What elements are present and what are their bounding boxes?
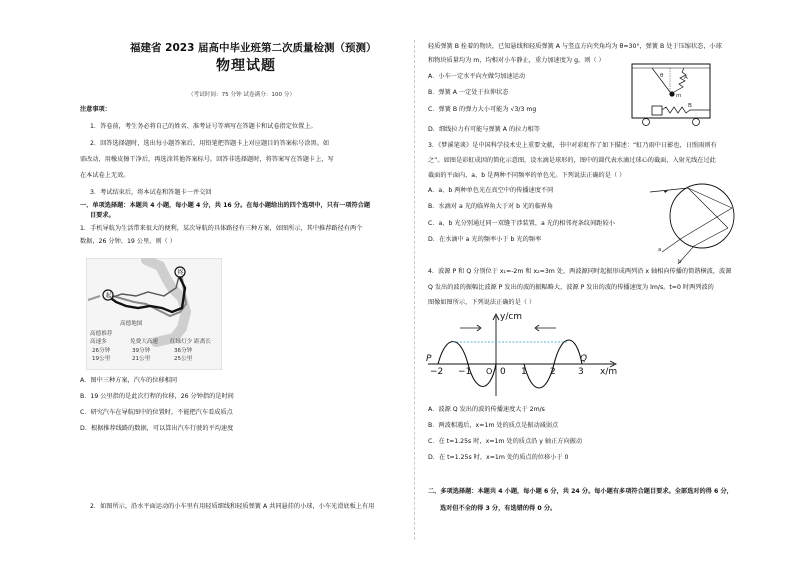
q3-option-b: B．水滴对 a 光的临界角大于对 b 光的临界角: [428, 203, 554, 210]
q3-option-a: A．a、b 两种单色光在真空中的传播速度不同: [428, 187, 554, 194]
q3-option-c: C．a、b 光分别通过同一双缝干涉装置，a 光的相邻亮条纹间距较小: [428, 220, 615, 227]
tick-3: 3: [578, 367, 584, 377]
route-1-dist: 19公里: [92, 356, 111, 362]
route-2-sub: 免费大高速: [130, 339, 158, 345]
svg-text:起: 起: [105, 292, 112, 300]
ball-icon: [669, 91, 674, 96]
q1-option-b: B．19 公里指的是此次行程的位移，26 分钟指的是时间: [80, 393, 234, 400]
note-2-line-1: 2．回答选择题时，选出每小题答案后，用铅笔把答题卡上对应题目的答案标号涂黑。如: [90, 140, 330, 147]
exam-title: 福建省 2023 届高中毕业班第二次质量检测（预测）: [130, 42, 377, 54]
q4-stem-line-2: Q 发出的波的振幅比波源 P 发出的波的振幅略大，波源 P 发出的波的传播速度为 lm/s。t=0 时两列波的: [428, 284, 714, 291]
tick-neg2: −2: [430, 367, 444, 377]
ray-a-label: a: [658, 247, 662, 253]
origin-label: O: [486, 367, 493, 376]
x-axis-label: x/m: [600, 367, 618, 377]
wave-figure: [424, 310, 624, 398]
column-divider: [414, 40, 415, 540]
tick-neg1: −1: [458, 367, 472, 377]
notes-header: 注意事项：: [80, 106, 111, 113]
y-axis-label: y/cm: [500, 312, 523, 322]
source-p-label: P: [426, 354, 432, 364]
raindrop-figure: [648, 176, 748, 266]
q1-option-c: C．研究汽车在导航图中的位置时，不能把汽车看成质点: [80, 409, 233, 416]
section-2-header: 二、多项选择题：本题共 4 小题，每小题 6 分，共 24 分。每小题有多项符合题目要求。全部选对的得 6 分，: [428, 488, 733, 495]
map-caption: 高德地图: [120, 321, 143, 327]
svg-text:终: 终: [177, 269, 184, 277]
ray-b-label: b: [678, 259, 682, 265]
q3-stem-line-1: 3．《梦溪笔谈》是中国科学技术史上重要文献，书中对彩虹作了如下描述：“虹乃雨中日影也，日照雨则有: [428, 142, 717, 149]
section-1-header: 一、单项选择题：本题共 4 小题，每小题 4 分，共 16 分。在每小题给出的四个选项中，只有一项符合题: [80, 202, 371, 209]
q3-stem-line-2: 之”。如图是彩虹成因的简化示意图，设水滴是球形的，图中的圆代表水滴过球心的截面，入射光线在过此: [428, 157, 716, 164]
note-2-line-3: 在本试卷上无效。: [80, 172, 130, 179]
route-3-time: 36分钟: [174, 348, 193, 354]
exam-info: （考试时间：75 分钟 试卷满分：100 分）: [188, 92, 296, 98]
q2-stem-line-3: 和物块质量均为 m，均相对小车静止，重力加速度为 g，则（ ）: [428, 57, 605, 64]
source-q-label: Q: [580, 354, 588, 364]
q3-option-d: D．在水滴中 a 光的频率小于 b 光的频率: [428, 236, 542, 243]
cart-figure: [630, 62, 714, 128]
raindrop-drawing: [648, 176, 748, 266]
q2-option-a: A．小车一定水平向左做匀加速运动: [428, 73, 526, 80]
subject-title: 物理试题: [216, 58, 276, 74]
q4-stem-line-1: 4．波源 P 和 Q 分别位于 x₁=-2m 和 x₂=3m 处，两波源同时起振形成两列沿 x 轴相向传播的简谐横波，波源: [428, 268, 732, 275]
note-3: 3．考试结束后，将本试卷和答题卡一并交回: [90, 189, 212, 196]
route-3-dist: 25公里: [174, 356, 193, 362]
q4-option-a: A．波源 Q 发出的波的传播速度大于 2m/s: [428, 406, 545, 413]
tick-0: 0: [500, 367, 506, 377]
q4-stem-line-3: 图像如图所示，下列说法正确的是（ ）: [428, 299, 536, 306]
route-2-dist: 21公里: [132, 356, 151, 362]
q2-stem-line-1: 2．如图所示，沿水平面运动的小车里有用轻质细线和轻质弹簧 A 共同悬挂的小球，小车光滑底板上有用: [90, 503, 375, 510]
mass-label: m: [676, 93, 682, 99]
route-1-time: 26分钟: [92, 348, 111, 354]
route-1-name: 高德推荐: [90, 331, 113, 337]
q2-stem-line-2: 轻质弹簧 B 拴着的物块，已知悬线和轻质弹簧 A 与竖直方向夹角均为 θ=30°，弹簧 B 处于压缩状态，小球: [428, 43, 722, 50]
q2-option-d: D．细线拉力有可能与弹簧 A 的拉力相等: [428, 126, 540, 133]
note-1: 1．答卷前，考生务必将自己的姓名、准考证号等填写在答题卡和试卷指定位置上。: [90, 123, 317, 130]
spring-b-label: B: [688, 103, 692, 109]
wheel-icon: [693, 119, 700, 126]
note-2-line-2: 需改动，用橡皮擦干净后，再选涂其他答案标号。回答非选择题时，将答案写在答题卡上，写: [80, 156, 334, 163]
q4-option-b: B．两波相遇后，x=1m 处的质点是振动减弱点: [428, 422, 559, 429]
route-2-time: 39分钟: [132, 348, 151, 354]
spring-a-label: A: [684, 75, 688, 81]
section-2-header-cont: 选对但不全的得 3 分，有选错的得 0 分。: [440, 505, 557, 512]
q4-option-d: D．在 t=1.25s 时，x=1m 处的质点的位移小于 0: [428, 454, 569, 461]
q4-option-c: C．在 t=1.25s 时，x=1m 处的质点沿 y 轴正方向振动: [428, 438, 583, 445]
block-icon: [652, 106, 662, 115]
q1-option-d: D．根据推荐线路的数据，可以算出汽车行驶的平均速度: [80, 425, 234, 432]
tick-2: 2: [550, 367, 556, 377]
wave-drawing: [424, 310, 624, 398]
navigation-map-figure: [86, 258, 222, 370]
q3-stem-line-3: 截面的平面内，a、b 是两种不同频率的单色光。下列说法正确的是（ ）: [428, 172, 626, 179]
route-3-sub: 红绿灯少 距离长: [170, 339, 211, 345]
section-1-header-cont: 目要求。: [90, 212, 115, 219]
q2-option-b: B．弹簧 A 一定处于拉伸状态: [428, 89, 509, 96]
q2-option-c: C．弹簧 B 的弹力大小可能为 √3/3 mg: [428, 106, 537, 113]
q1-stem-line-2: 数据，26 分钟、19 公里，则（ ）: [80, 238, 176, 245]
q1-stem-line-1: 1．手机导航为生活带来很大的便利，某次导航的具体路径有三种方案，如图所示，其中推荐路径有两个: [80, 225, 363, 232]
q1-option-a: A．图中三种方案，汽车的位移相同: [80, 377, 178, 384]
tick-1: 1: [521, 367, 527, 377]
cart-drawing: [630, 62, 714, 128]
wheel-icon: [643, 119, 650, 126]
route-1-sub: 高速多: [90, 339, 107, 345]
theta-label: θ: [660, 73, 664, 79]
